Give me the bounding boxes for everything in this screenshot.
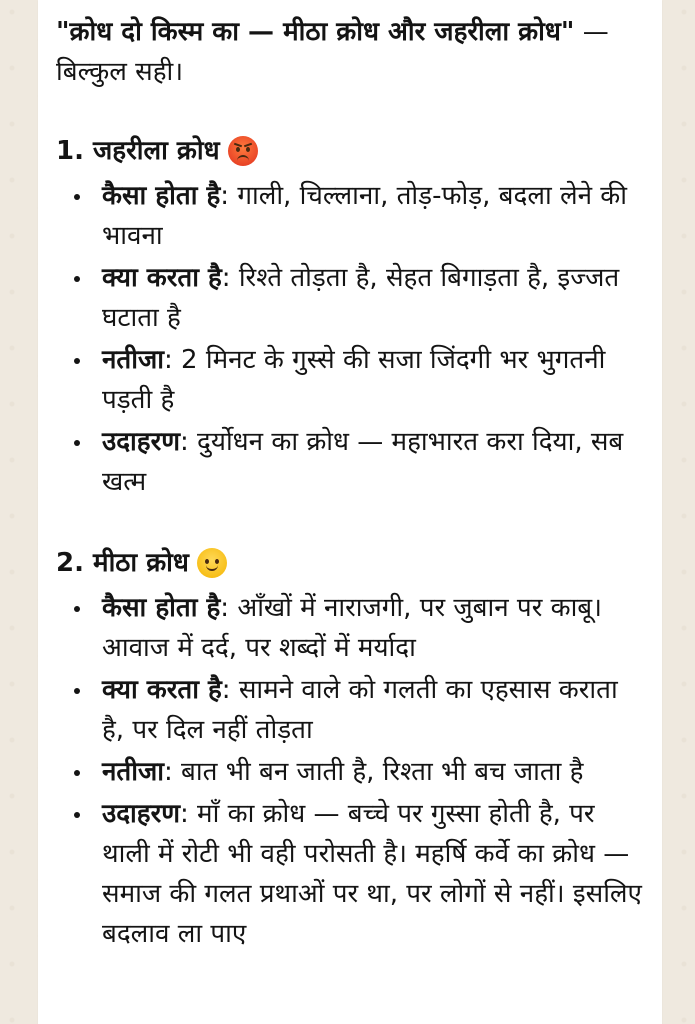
smiling-face-icon: [197, 548, 227, 578]
sweet-anger-list: [56, 588, 642, 954]
list-item: [56, 752, 642, 792]
item-label: नतीजा: [102, 345, 165, 375]
item-label: नतीजा: [102, 757, 165, 787]
item-text: : दुर्योधन का क्रोध — महाभारत करा दिया, सब खत्म: [102, 427, 624, 497]
intro-quote: "क्रोध दो किस्म का — मीठा क्रोध और जहरीला क्रोध": [56, 17, 575, 47]
angry-face-icon: [228, 136, 258, 166]
item-text: : आँखों में नाराजगी, पर जुबान पर काबू। आवाज में दर्द, पर शब्दों में मर्यादा: [102, 593, 603, 663]
message-bubble[interactable]: [38, 0, 662, 1024]
list-item: [56, 588, 642, 668]
item-label: कैसा होता है: [102, 181, 221, 211]
intro-suffix: — बिल्कुल सही।: [56, 17, 609, 87]
item-label: उदाहरण: [102, 799, 181, 829]
intro-text: [56, 12, 642, 92]
list-item: [56, 794, 642, 954]
item-text: : गाली, चिल्लाना, तोड़-फोड़, बदला लेने की भावना: [102, 181, 627, 251]
list-item: [56, 670, 642, 750]
item-text: : सामने वाले को गलती का एहसास कराता है, पर दिल नहीं तोड़ता: [102, 675, 618, 745]
section-heading-toxic-anger: [56, 132, 642, 170]
item-label: क्या करता है: [102, 675, 222, 705]
toxic-anger-list: [56, 176, 642, 502]
item-label: क्या करता है: [102, 263, 222, 293]
section-heading-text: 1. जहरीला क्रोध: [56, 136, 220, 166]
list-item: [56, 258, 642, 338]
section-heading-text: 2. मीठा क्रोध: [56, 548, 189, 578]
list-item: [56, 176, 642, 256]
item-label: उदाहरण: [102, 427, 181, 457]
item-text: : बात भी बन जाती है, रिश्ता भी बच जाता है: [164, 757, 584, 787]
list-item: [56, 422, 642, 502]
item-label: कैसा होता है: [102, 593, 221, 623]
section-heading-sweet-anger: [56, 544, 642, 582]
item-text: : माँ का क्रोध — बच्चे पर गुस्सा होती है, पर थाली में रोटी भी वही परोसती है। महर्षि कर्वे का क्रोध — समाज की गलत प्रथाओं पर था, पर लोगों से नहीं। इसलिए बदलाव ला पाए: [102, 799, 642, 949]
list-item: [56, 340, 642, 420]
item-text: : रिश्ते तोड़ता है, सेहत बिगाड़ता है, इज्जत घटाता है: [102, 263, 620, 333]
item-text: : 2 मिनट के गुस्से की सजा जिंदगी भर भुगतनी पड़ती है: [102, 345, 606, 415]
